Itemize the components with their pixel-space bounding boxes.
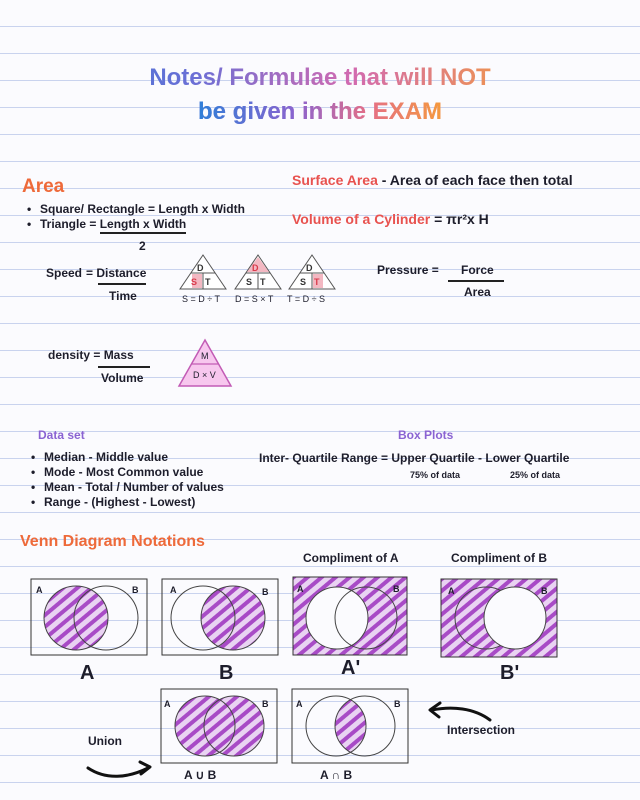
venn3-set-a: A — [297, 584, 304, 594]
density-triangle-icon — [177, 338, 233, 388]
venn3-set-b: B — [393, 584, 400, 594]
intersection-arrow-icon — [424, 698, 494, 732]
surface-area-line — [292, 172, 573, 189]
sdt1-left: S — [191, 277, 198, 287]
density-label: density = Mass — [48, 348, 134, 362]
intersection-notation: A ∩ B — [320, 768, 353, 782]
area-list — [22, 202, 282, 232]
area-item-triangle: • Triangle = Length x Width — [40, 217, 282, 232]
sdt1-formula: S = D ÷ T — [182, 294, 221, 304]
speed-fraction-line — [98, 283, 146, 285]
sdt3-top: D — [306, 263, 313, 273]
sdt2-left: S — [246, 277, 253, 287]
surface-area-label: Surface Area — [292, 172, 378, 188]
sdt2-formula: D = S × T — [235, 294, 274, 304]
caption-complement-a: Compliment of A — [303, 551, 399, 565]
venn6-set-b: B — [394, 699, 401, 709]
sdt2-right: T — [260, 277, 266, 287]
venn-a-only — [30, 578, 148, 660]
speed-numerator: = Distance — [86, 266, 147, 280]
union-arrow-icon — [84, 752, 156, 786]
sdt-triangle-2 — [233, 253, 283, 295]
venn2-set-a: A — [170, 585, 177, 595]
iqr-note-75: 75% of data — [410, 470, 461, 480]
iqr-note-25: 25% of data — [510, 470, 561, 480]
page-title-line1: Notes/ Formulae that will NOT — [0, 64, 640, 92]
union-label: Union — [88, 734, 122, 748]
venn-a-diagram — [30, 578, 148, 656]
data-set-item-median: • Median - Middle value — [44, 450, 266, 465]
density-denominator: Volume — [101, 371, 144, 385]
page-title-line2: be given in the EXAM — [0, 98, 640, 126]
sdt3-left: S — [300, 277, 307, 287]
sdt1-right: T — [205, 277, 211, 287]
area-item-rectangle: • Square/ Rectangle = Length x Width — [40, 202, 282, 217]
volume-cylinder-text: = πr²x H — [430, 211, 489, 227]
data-set-item-range: • Range - (Highest - Lowest) — [44, 495, 266, 510]
sdt3-formula: T = D ÷ S — [287, 294, 326, 304]
volume-cylinder-line — [292, 211, 489, 228]
data-set-item-mode: • Mode - Most Common value — [44, 465, 266, 480]
venn6-set-a: A — [296, 699, 303, 709]
box-plots-heading: Box Plots — [398, 428, 454, 442]
venn-complement-a-diagram — [292, 576, 408, 656]
surface-area-text: - Area of each face then total — [377, 172, 573, 188]
triangle-numerator: Length x Width — [100, 217, 187, 234]
venn-intersection-diagram — [291, 688, 409, 764]
venn1-set-a: A — [36, 585, 43, 595]
triangle-denominator: 2 — [139, 239, 146, 253]
venn-heading: Venn Diagram Notations — [20, 533, 205, 550]
sdt-triangle-1 — [178, 253, 228, 295]
venn-label-a: A — [80, 662, 95, 684]
venn4-set-a: A — [448, 586, 455, 596]
data-set-list — [26, 450, 266, 510]
density-fraction-line — [98, 366, 150, 368]
venn1-set-b: B — [132, 585, 139, 595]
density-tri-bottom: D × V — [193, 370, 216, 380]
data-set-heading: Data set — [38, 428, 85, 442]
pressure-denominator: Area — [464, 285, 491, 299]
speed-label: Speed — [46, 266, 83, 280]
venn-label-b-complement: B' — [500, 662, 520, 684]
sdt-triangle-3 — [287, 253, 337, 295]
sdt3-right: T — [314, 277, 320, 287]
venn-label-b: B — [219, 662, 234, 684]
union-notation: A ∪ B — [184, 768, 217, 782]
venn5-set-b: B — [262, 699, 269, 709]
data-set-item-mean: • Mean - Total / Number of values — [44, 480, 266, 495]
sdt1-top: D — [197, 263, 204, 273]
pressure-numerator: Force — [461, 263, 494, 277]
pressure-fraction-line — [448, 280, 504, 282]
venn-intersection — [291, 688, 409, 768]
caption-complement-b: Compliment of B — [451, 551, 547, 565]
volume-cylinder-label: Volume of a Cylinder — [292, 211, 431, 227]
venn5-set-a: A — [164, 699, 171, 709]
venn4-set-b: B — [541, 586, 548, 596]
venn-complement-a — [292, 576, 408, 660]
speed-denominator: Time — [109, 289, 137, 303]
venn-union-diagram — [160, 688, 278, 764]
iqr-formula: Inter- Quartile Range = Upper Quartile - Lower Quartile — [259, 451, 570, 465]
intersection-label: Intersection — [447, 723, 516, 737]
sdt2-top: D — [252, 263, 259, 273]
density-triangle — [177, 338, 233, 392]
area-heading: Area — [22, 176, 65, 197]
venn2-set-b: B — [262, 587, 269, 597]
density-tri-top: M — [201, 351, 209, 361]
venn-union — [160, 688, 278, 768]
venn-label-a-complement: A' — [341, 657, 361, 679]
pressure-label: Pressure = — [377, 263, 439, 277]
